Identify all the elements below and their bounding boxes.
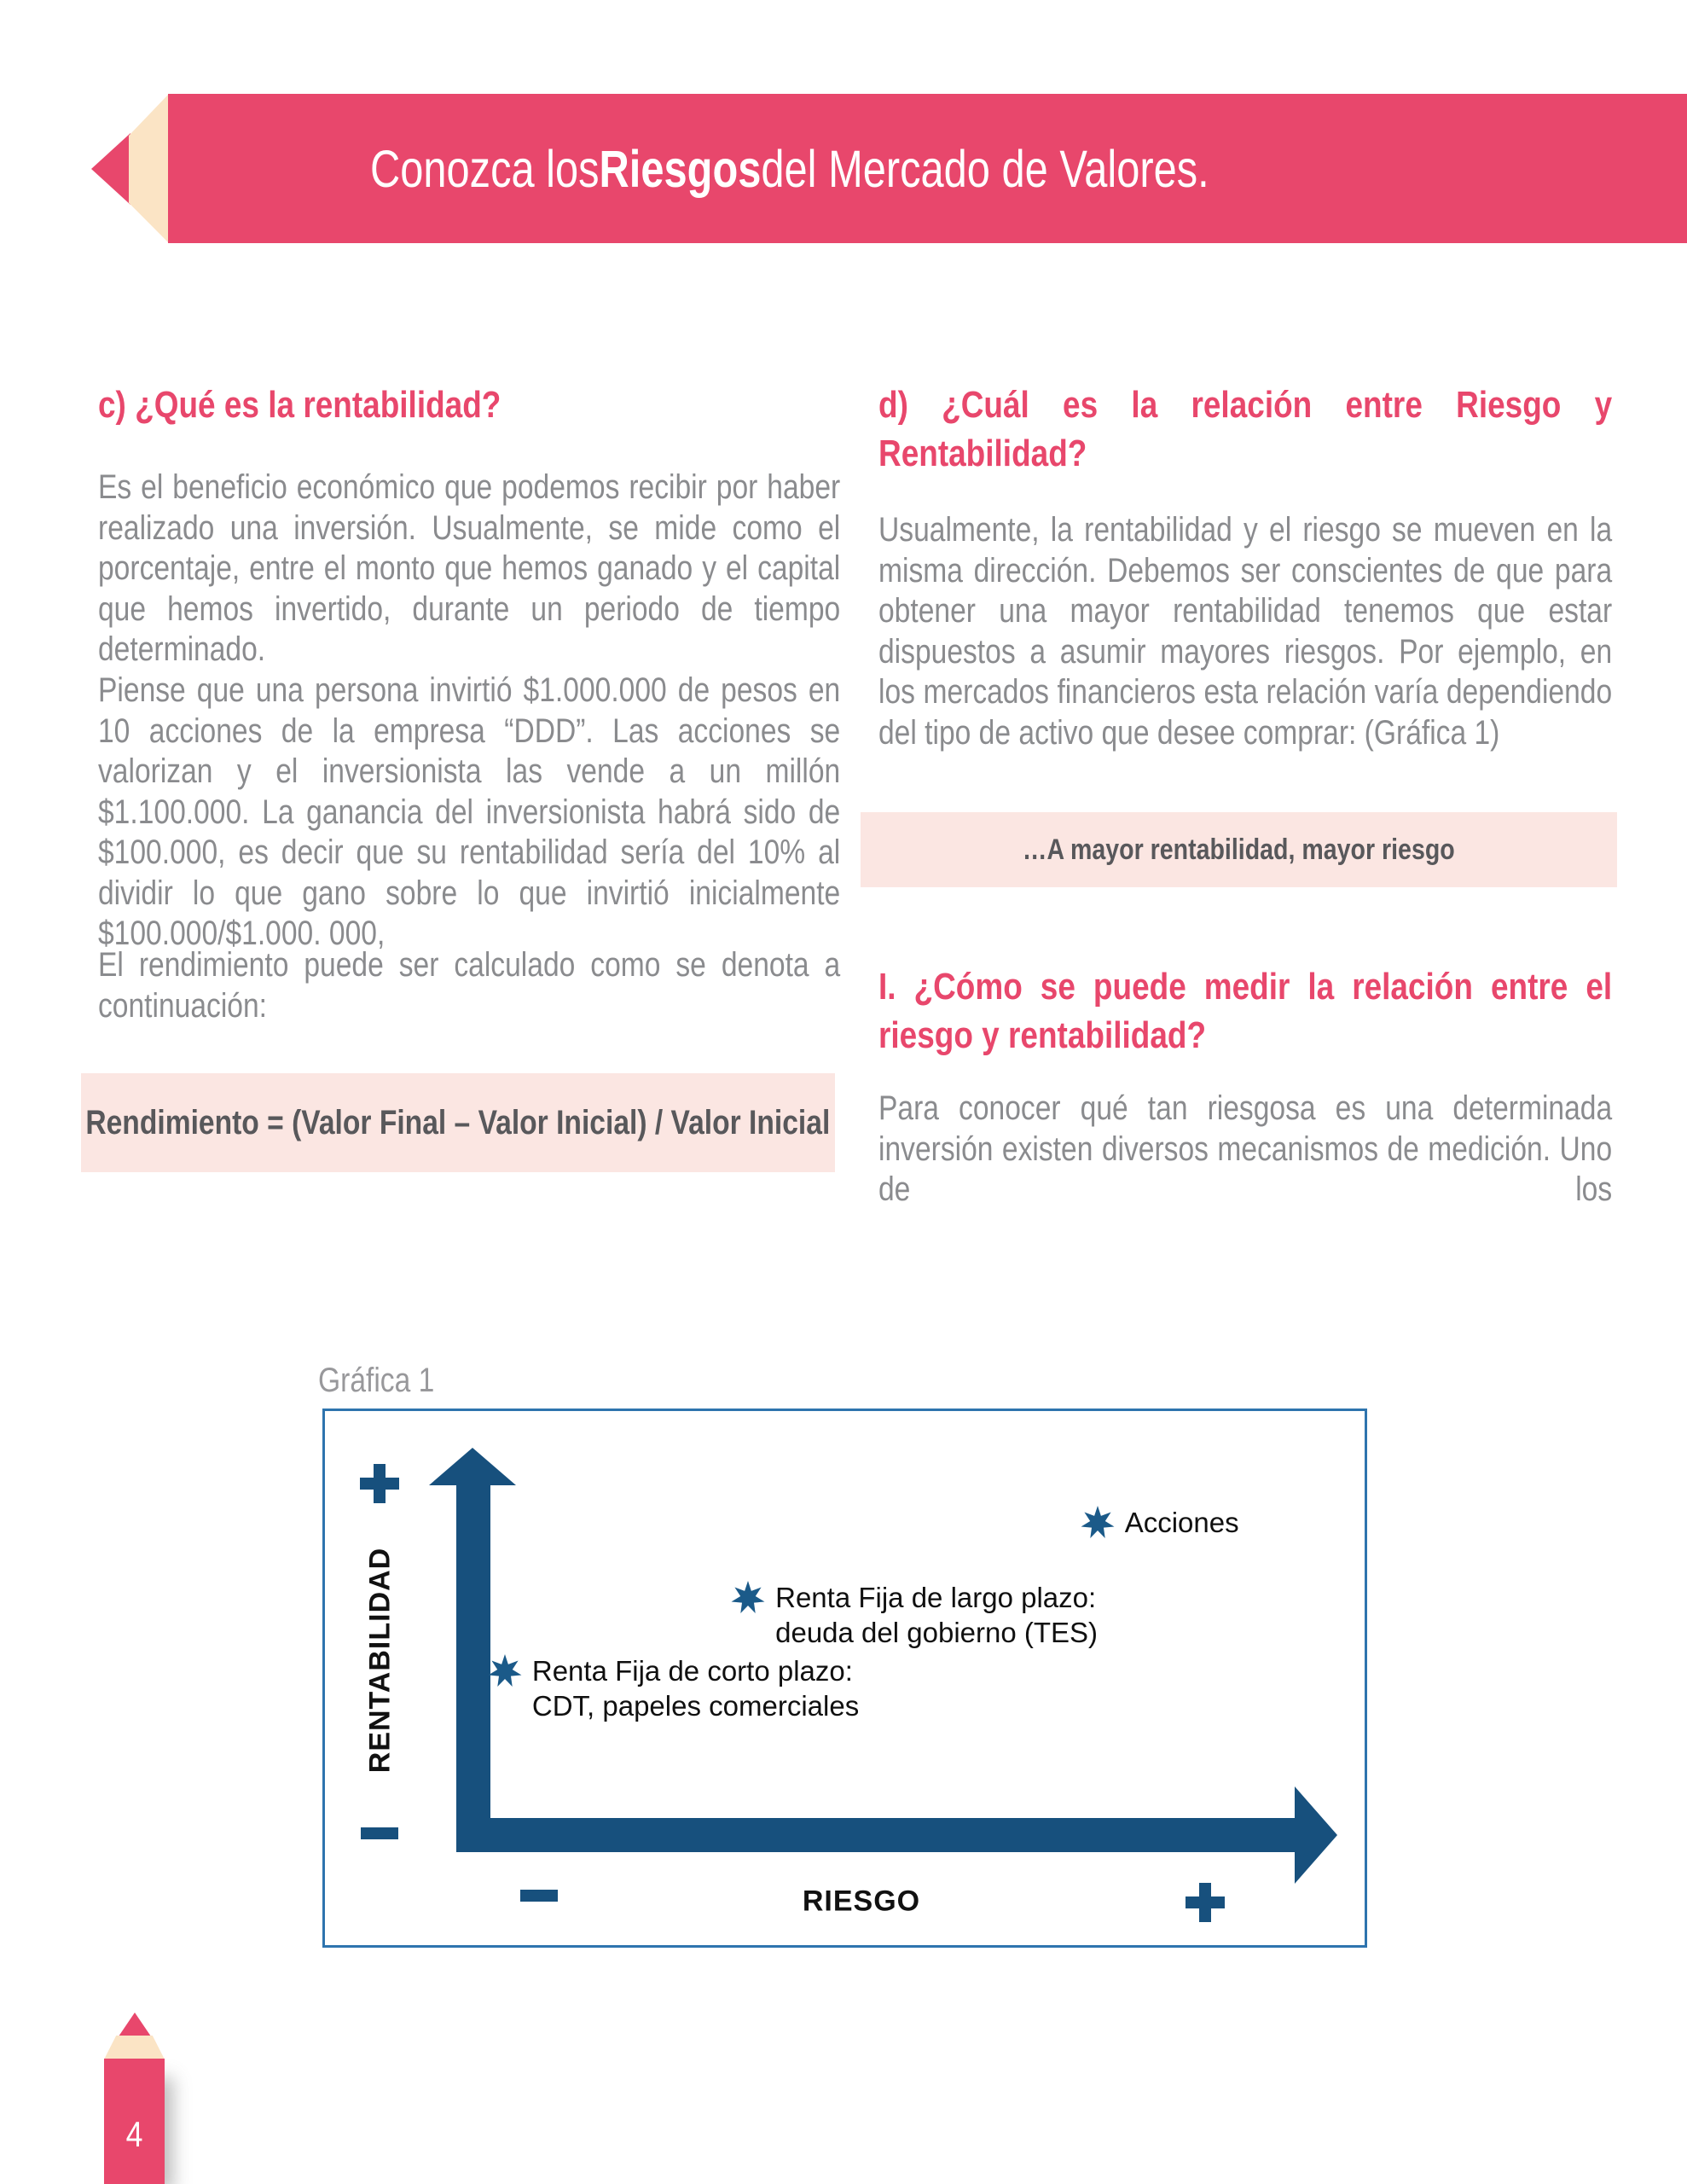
y-axis-label: RENTABILIDAD: [363, 1547, 397, 1774]
paragraph-rentabilidad-2: Piense que una persona invirtió $1.000.000 de pesos en 10 acciones de la empresa “DDD”. Las acciones se valorizan y el inversionista las vende a un millón $1.100.000. La ganancia del inversionista habrá sido de $100.000, es decir que su rentabilidad sería del 10% al dividir lo que gano sobre lo que invirtió inicialmente $100.000/$1.000. 000,: [98, 671, 841, 952]
data-point: [487, 1653, 860, 1722]
chart-caption: Gráfica 1: [318, 1362, 435, 1399]
plus-icon: [360, 1464, 399, 1503]
paragraph-medir: Para conocer qué tan riesgosa es una determinada inversión existen diversos mecanismos de medición. Uno de los: [878, 1089, 1613, 1208]
page-number: 4: [125, 2114, 143, 2154]
heading-medir-line1: I. ¿Cómo se puede medir la relación entre el: [878, 966, 1613, 1008]
paragraph-rentabilidad-1: Es el beneficio económico que podemos recibir por haber realizado una inversión. Usualmente, se mide como el porcentaje, entre el monto que hemos ganado y el capital que hemos invertido, durante un periodo de tiempo determinado.: [98, 468, 841, 668]
page-banner: [168, 94, 1687, 243]
data-point: [1080, 1505, 1239, 1545]
minus-icon: [520, 1890, 558, 1902]
heading-relacion-line1: d) ¿Cuál es la relación entre Riesgo y: [878, 384, 1613, 426]
heading-rentabilidad: c) ¿Qué es la rentabilidad?: [98, 384, 501, 426]
pencil-wood-icon: [129, 94, 169, 243]
risk-return-chart: [322, 1409, 1367, 1948]
data-point-label: Renta Fija de corto plazo: CDT, papeles comerciales: [531, 1654, 860, 1722]
pencil-wood-icon: [104, 2036, 165, 2059]
heading-relacion-line2: Rentabilidad?: [878, 433, 1087, 474]
page-title-prefix: Conozca los: [370, 139, 600, 198]
y-axis-arrowhead-icon: [429, 1448, 516, 1485]
star-marker-icon: [730, 1580, 766, 1616]
heading-medir-line2: riesgo y rentabilidad?: [878, 1014, 1207, 1056]
callout-box: [861, 812, 1617, 887]
x-axis-arrowhead-icon: [1295, 1786, 1337, 1884]
page-title-suffix: del Mercado de Valores.: [761, 139, 1209, 198]
heading-medir-relacion: [878, 962, 1612, 1060]
plus-icon: [1186, 1883, 1225, 1922]
x-axis-label: RIESGO: [802, 1885, 921, 1918]
pencil-tip-icon: [119, 2013, 151, 2036]
x-axis-arrow: [456, 1818, 1295, 1852]
formula-text: Rendimiento = (Valor Final – Valor Inicial) / Valor Inicial: [85, 1104, 831, 1141]
paragraph-relacion: Usualmente, la rentabilidad y el riesgo se mueven en la misma dirección. Debemos ser conscientes de que para obtener una mayor rentabilidad tenemos que estar dispuestos a asumir mayores riesgos. Por ejemplo, en los mercados financieros esta relación varía dependiendo del tipo de activo que desee comprar: (Gráfica 1): [878, 511, 1613, 752]
data-point: [730, 1580, 1099, 1649]
y-axis-arrow: [456, 1484, 490, 1852]
data-point-label: Acciones: [1124, 1506, 1239, 1538]
star-marker-icon: [1080, 1505, 1116, 1541]
minus-icon: [361, 1827, 398, 1839]
star-marker-icon: [487, 1653, 523, 1689]
formula-box: [81, 1073, 835, 1172]
paragraph-rendimiento: El rendimiento puede ser calculado como se denota a continuación:: [98, 946, 841, 1025]
data-point-label: Renta Fija de largo plazo: deuda del gobierno (TES): [775, 1582, 1099, 1649]
callout-text: …A mayor rentabilidad, mayor riesgo: [1022, 834, 1455, 866]
page-title-bold: Riesgos: [599, 139, 762, 198]
page-title: [370, 94, 1209, 243]
heading-relacion-riesgo: [878, 380, 1612, 478]
pencil-tip-icon: [91, 133, 130, 205]
